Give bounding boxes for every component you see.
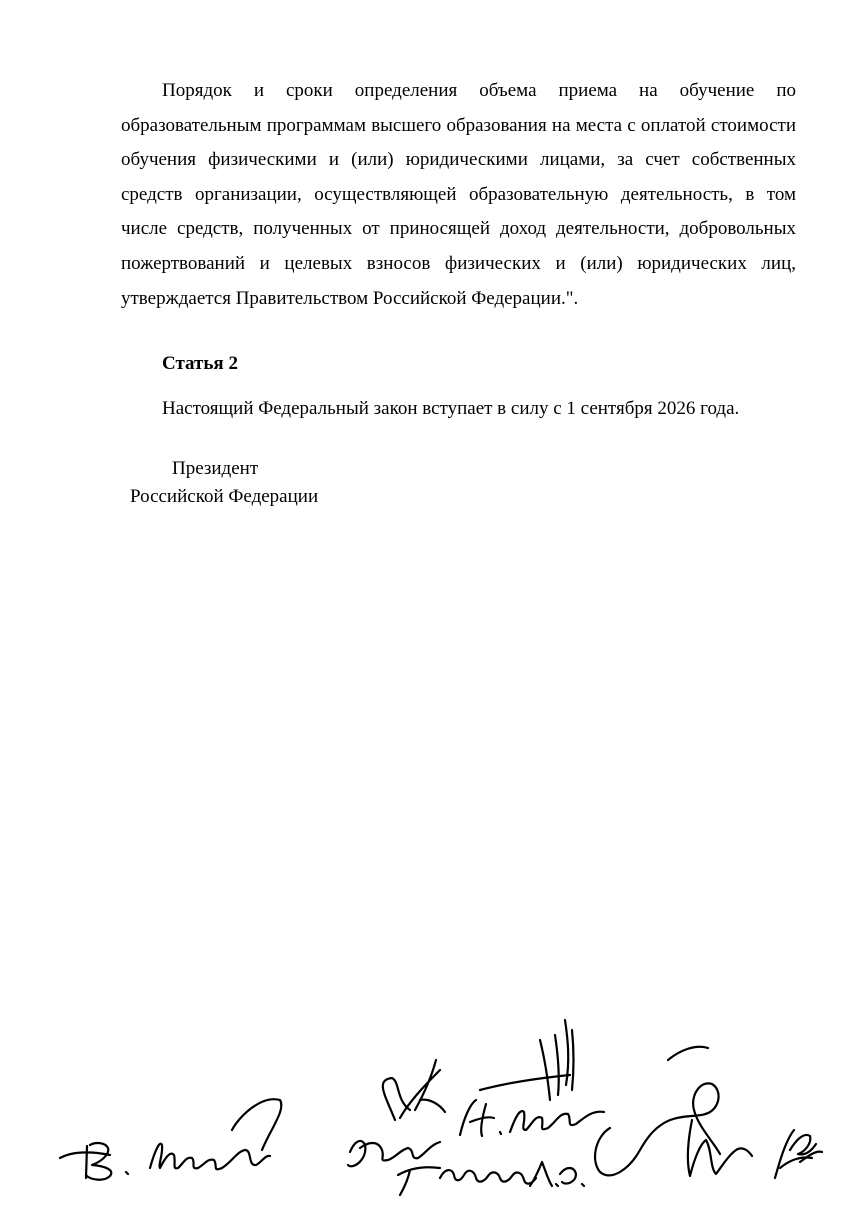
signature-5 (595, 1047, 752, 1176)
signature-2 (348, 1060, 445, 1166)
signature-3 (460, 1020, 604, 1136)
signatures-area (0, 1000, 849, 1200)
signatory-block (130, 455, 318, 511)
signature-1 (60, 1099, 281, 1179)
handwritten-signatures (0, 1000, 849, 1200)
article-text: Настоящий Федеральный закон вступает в силу с 1 сентября 2026 года. (162, 398, 740, 419)
paragraph-text: Порядок и сроки определения объема приема на обучение по образовательным программам высшего образования на места с оплатой стоимости обучения физическими и (или) юридическими лицами, за счет собственных средств организации, осуществляющей образовательную деятельность, в том числе средств, полученных от приносящей доход деятельности, добровольных пожертвований и целевых взносов физических и (или) юридических лиц, утверждается Правительством Российской Федерации.". (121, 80, 796, 309)
article-heading: Статья 2 (162, 353, 238, 374)
body-paragraph (121, 74, 796, 316)
signature-6 (775, 1130, 822, 1178)
signature-4 (398, 1162, 584, 1195)
signatory-title: Президент (172, 458, 259, 479)
signatory-country: Российской Федерации (130, 486, 319, 507)
